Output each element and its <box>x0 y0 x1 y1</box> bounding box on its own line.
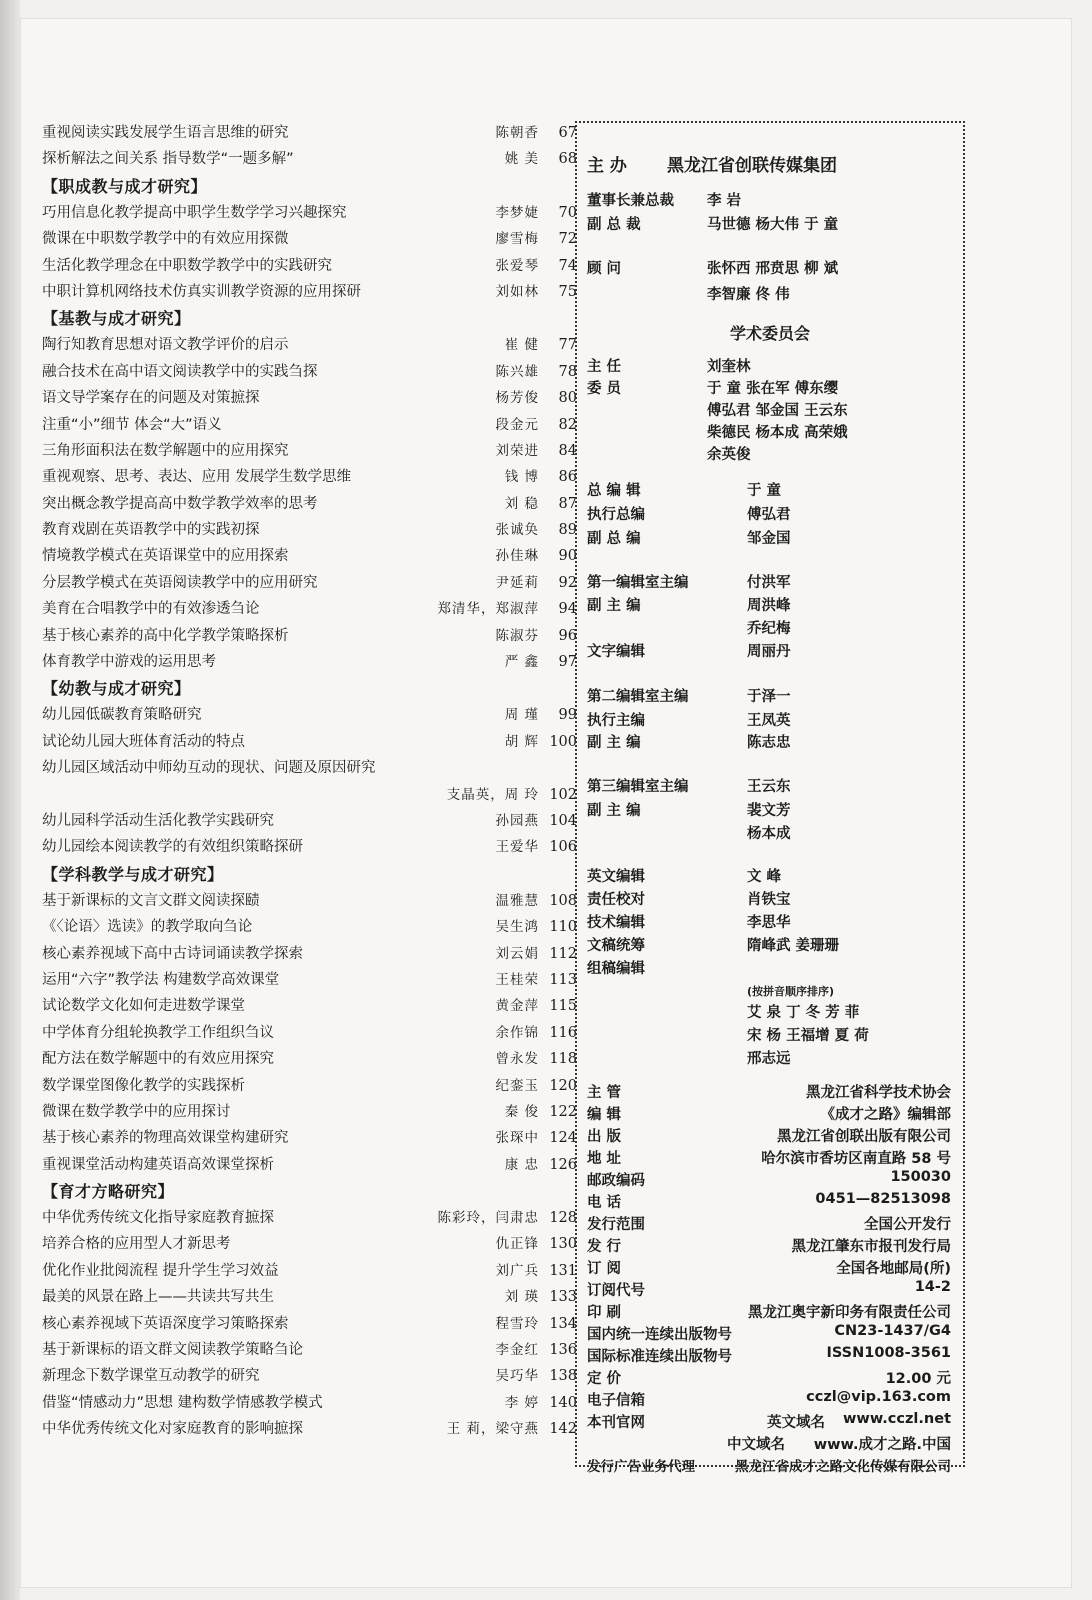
article-author: 陈淑芬 <box>495 627 539 644</box>
members-line-1: 于 童 张在军 傅东缨 <box>707 381 839 397</box>
article-title: 分层教学模式在英语阅读教学中的应用研究 <box>42 574 318 591</box>
article-author: 康 忠 <box>504 1156 539 1173</box>
page-number: 100 <box>549 733 577 750</box>
toc-entry <box>42 1046 577 1072</box>
article-author: 尹延莉 <box>495 574 539 591</box>
room3-deputy-label: 副 主 编 <box>587 803 641 819</box>
advisor-label: 顾 问 <box>587 261 622 277</box>
subscription-label: 订 阅 <box>587 1261 622 1277</box>
toc-entry <box>42 729 577 755</box>
article-title: 《〈论语〉选读》的教学取向刍论 <box>42 919 253 936</box>
toc-entry <box>42 808 577 834</box>
scope-label: 发行范围 <box>587 1217 645 1233</box>
page-number: 116 <box>549 1024 577 1041</box>
article-author: 孙园燕 <box>495 812 539 829</box>
article-author: 刘如林 <box>495 283 539 300</box>
page-number: 87 <box>558 495 577 512</box>
article-title: 核心素养视域下英语深度学习策略探索 <box>42 1315 289 1332</box>
masthead-box <box>575 121 965 1475</box>
article-author: 张琛中 <box>495 1130 539 1147</box>
article-author: 纪銮玉 <box>495 1077 539 1094</box>
section-heading: 【学科教学与成才研究】 <box>42 864 224 884</box>
article-author: 郑清华，郑淑萍 <box>437 601 539 618</box>
toc-entry <box>42 967 577 993</box>
article-title: 注重“小”细节 体会“大”语义 <box>42 416 222 433</box>
postcode: 150030 <box>890 1169 951 1185</box>
article-author: 李梦婕 <box>495 204 539 221</box>
article-author: 张诚奂 <box>495 522 539 539</box>
scope: 全国公开发行 <box>864 1217 951 1233</box>
website-cn: www.成才之路.中国 <box>813 1437 951 1453</box>
toc-entry <box>42 385 577 411</box>
article-author: 胡 辉 <box>504 733 539 750</box>
toc-entry <box>42 464 577 490</box>
toc-entry <box>42 570 577 596</box>
article-author: 程雪玲 <box>495 1315 539 1332</box>
article-title: 最美的风景在路上——共读共写共生 <box>42 1289 274 1306</box>
cn-label: 国内统一连续出版物号 <box>587 1327 732 1343</box>
article-title: 教育戏剧在英语教学中的实践初探 <box>42 522 260 539</box>
cn-number: CN23-1437/G4 <box>834 1323 951 1339</box>
room2-exec-label: 执行主编 <box>587 713 645 729</box>
article-author: 刘荣进 <box>495 442 539 459</box>
article-title: 生活化教学理念在中职数学教学中的实践研究 <box>42 257 332 274</box>
toc-entry <box>42 914 577 940</box>
phone: 0451—82513098 <box>815 1191 951 1207</box>
page-number: 113 <box>549 971 577 988</box>
tech-editor: 李思华 <box>747 915 791 931</box>
article-title: 试论数学文化如何走进数学课堂 <box>42 998 245 1015</box>
sub-code: 14-2 <box>914 1279 951 1295</box>
article-title: 重视观察、思考、表达、应用 发展学生数学思维 <box>42 469 352 486</box>
article-author: 王桂荣 <box>495 971 539 988</box>
toc-entry <box>42 1416 577 1442</box>
page-number: 136 <box>549 1342 577 1359</box>
room2-exec: 王凤英 <box>747 713 791 729</box>
article-author: 段金元 <box>495 416 539 433</box>
article-author: 吴生鸿 <box>495 919 539 936</box>
page-number: 120 <box>549 1077 577 1094</box>
phone-label: 电 话 <box>587 1195 622 1211</box>
article-author: 刘广兵 <box>495 1262 539 1279</box>
page-number: 118 <box>549 1051 577 1068</box>
english-editor: 文 峰 <box>747 869 782 885</box>
toc-entry <box>42 1073 577 1099</box>
page-number: 140 <box>549 1394 577 1411</box>
toc-entry <box>42 253 577 279</box>
article-title: 新理念下数学课堂互动教学的研究 <box>42 1368 260 1385</box>
editing-label: 编 辑 <box>587 1107 622 1123</box>
article-title: 美育在合唱教学中的有效渗透刍论 <box>42 601 260 618</box>
page-number: 89 <box>558 522 577 539</box>
article-title: 陶行知教育思想对语文教学评价的启示 <box>42 337 289 354</box>
article-title: 重视课堂活动构建英语高效课堂探析 <box>42 1156 274 1173</box>
page-number: 134 <box>549 1315 577 1332</box>
toc-entry <box>42 359 577 385</box>
page-number: 77 <box>558 337 577 354</box>
distribution: 黑龙江肇东市报刊发行局 <box>791 1239 951 1255</box>
page-number: 72 <box>558 231 577 248</box>
address-label: 地 址 <box>587 1151 622 1167</box>
subscription: 全国各地邮局(所) <box>836 1261 951 1277</box>
room1-deputy-1: 周洪峰 <box>747 598 791 614</box>
toc-entry <box>42 543 577 569</box>
editor-in-chief: 于 童 <box>747 483 782 499</box>
article-title: 微课在数学教学中的应用探讨 <box>42 1103 231 1120</box>
article-title: 中华优秀传统文化对家庭教育的影响摭探 <box>42 1421 303 1438</box>
toc-entry <box>42 1231 577 1257</box>
email-label: 电子信箱 <box>587 1393 645 1409</box>
distribution-label: 发 行 <box>587 1239 622 1255</box>
toc-entry <box>42 412 577 438</box>
article-author: 周 瑾 <box>504 707 539 724</box>
printing: 黑龙江奥宇新印务有限责任公司 <box>748 1305 951 1321</box>
address: 哈尔滨市香坊区南直路 58 号 <box>761 1151 951 1167</box>
page-number: 70 <box>558 204 577 221</box>
toc-entry <box>42 755 577 781</box>
article-author: 刘云娟 <box>495 945 539 962</box>
article-author: 陈朝香 <box>495 125 539 141</box>
toc-entry <box>42 517 577 543</box>
article-author: 杨芳俊 <box>495 390 539 407</box>
text-editor-label: 文字编辑 <box>587 644 645 660</box>
proofread: 肖铁宝 <box>747 892 791 908</box>
article-author: 王 莉，梁守燕 <box>446 1421 539 1438</box>
price-label: 定 价 <box>587 1371 622 1387</box>
pinyin-note: (按拼音顺序排序) <box>747 985 835 998</box>
page-edge-shadow <box>0 0 20 1600</box>
article-title: 融合技术在高中语文阅读教学中的实践刍探 <box>42 363 318 380</box>
article-title: 基于核心素养的高中化学教学策略探析 <box>42 627 289 644</box>
advisor-line-1: 张怀西 邢贲思 柳 斌 <box>707 261 839 277</box>
article-author: 钱 博 <box>504 469 539 486</box>
article-title: 运用“六字”教学法 构建数学高效课堂 <box>42 971 280 988</box>
article-title: 突出概念教学提高高中数学教学效率的思考 <box>42 495 318 512</box>
article-author: 温雅慧 <box>495 892 539 909</box>
article-author: 余作锦 <box>495 1024 539 1041</box>
vp-label: 副 总 裁 <box>587 217 641 233</box>
section-heading: 【幼教与成才研究】 <box>42 679 191 699</box>
page-number: 82 <box>558 416 577 433</box>
page-number: 102 <box>549 786 577 803</box>
page-number: 126 <box>549 1156 577 1173</box>
article-title: 情境教学模式在英语课堂中的应用探索 <box>42 548 289 565</box>
toc-entry <box>42 1311 577 1337</box>
section-heading: 【职成教与成才研究】 <box>42 176 208 196</box>
article-author: 秦 俊 <box>504 1103 539 1120</box>
committee-title: 学术委员会 <box>729 324 810 343</box>
page-number: 124 <box>549 1130 577 1147</box>
members-line-4: 余英俊 <box>707 447 751 463</box>
page-number: 99 <box>558 707 577 724</box>
page-number: 96 <box>558 627 577 644</box>
planning-label: 文稿统筹 <box>587 938 645 954</box>
text-editor: 周丽丹 <box>747 644 791 660</box>
article-title: 核心素养视域下高中古诗词诵读教学探索 <box>42 945 303 962</box>
article-title: 重视阅读实践发展学生语言思维的研究 <box>42 125 289 141</box>
supervisor: 黑龙江省科学技术协会 <box>806 1085 951 1101</box>
page-number: 106 <box>549 839 577 856</box>
article-author: 崔 健 <box>504 337 539 354</box>
page-number: 133 <box>549 1289 577 1306</box>
article-author: 严 鑫 <box>504 654 539 671</box>
group-editor-line-2: 宋 杨 王福增 夏 荷 <box>747 1028 869 1044</box>
toc-entry <box>42 200 577 226</box>
page-number: 122 <box>549 1103 577 1120</box>
toc-entry <box>42 1337 577 1363</box>
page-number: 92 <box>558 574 577 591</box>
director-label: 主 任 <box>587 359 622 375</box>
article-author: 吴巧华 <box>495 1368 539 1385</box>
article-title: 语文导学案存在的问题及对策摭探 <box>42 390 260 407</box>
exec-editor: 傅弘君 <box>747 507 791 523</box>
page-number: 130 <box>549 1236 577 1253</box>
english-editor-label: 英文编辑 <box>587 869 645 885</box>
members-line-3: 柴德民 杨本成 高荣娥 <box>707 425 848 441</box>
toc-entry <box>42 438 577 464</box>
room1-deputy-2: 乔纪梅 <box>747 621 791 637</box>
issn-label: 国际标准连续出版物号 <box>587 1349 732 1365</box>
article-title: 幼儿园绘本阅读教学的有效组织策略探研 <box>42 839 303 856</box>
chairman: 李 岩 <box>707 193 742 209</box>
room3-label: 第三编辑室主编 <box>587 779 689 795</box>
article-author: 孙佳琳 <box>495 548 539 565</box>
director: 刘奎林 <box>707 359 751 375</box>
website-en: www.cczl.net <box>843 1411 951 1427</box>
article-author: 陈彩玲，闫肃忠 <box>437 1210 539 1227</box>
vp: 马世德 杨大伟 于 童 <box>707 217 839 233</box>
article-title: 探析解法之间关系 指导数学“一题多解” <box>42 151 294 168</box>
page-number: 115 <box>549 998 577 1015</box>
room3-editor: 王云东 <box>747 779 791 795</box>
toc-entry <box>42 1099 577 1125</box>
toc-entry <box>42 226 577 252</box>
toc-entry <box>42 1258 577 1284</box>
article-title: 基于新课标的文言文群文阅读探赜 <box>42 892 260 909</box>
article-author: 廖雪梅 <box>495 231 539 248</box>
article-author: 刘 稳 <box>504 495 539 512</box>
article-title: 幼儿园区域活动中师幼互动的现状、问题及原因研究 <box>42 760 376 777</box>
toc-entry <box>42 332 577 358</box>
deputy-editor: 邹金国 <box>747 531 791 547</box>
page-number: 110 <box>549 919 577 936</box>
sub-code-label: 订阅代号 <box>587 1283 645 1299</box>
postcode-label: 邮政编码 <box>587 1173 645 1189</box>
section-heading: 【基教与成才研究】 <box>42 309 191 329</box>
article-author: 姚 美 <box>504 151 539 168</box>
article-title: 试论幼儿园大班体育活动的特点 <box>42 733 245 750</box>
toc-entry <box>42 993 577 1019</box>
toc-entry <box>42 1390 577 1416</box>
toc-entry <box>42 146 577 172</box>
editor-in-chief-label: 总 编 辑 <box>587 483 641 499</box>
price: 12.00 元 <box>885 1371 951 1387</box>
toc-entry <box>42 888 577 914</box>
toc-entry <box>42 1363 577 1389</box>
article-title: 幼儿园低碳教育策略研究 <box>42 707 202 724</box>
article-title: 幼儿园科学活动生活化教学实践研究 <box>42 812 274 829</box>
group-editor-line-3: 邢志远 <box>747 1051 791 1067</box>
article-title: 借鉴“情感动力”思想 建构数学情感教学模式 <box>42 1394 323 1411</box>
article-author: 王爱华 <box>495 839 539 856</box>
planning: 隋峰武 姜珊珊 <box>747 938 840 954</box>
room3-deputy-1: 裴文芳 <box>747 803 791 819</box>
article-title: 培养合格的应用型人才新思考 <box>42 1236 231 1253</box>
page-number: 67 <box>558 125 577 141</box>
members-label: 委 员 <box>587 381 622 397</box>
room2-editor: 于泽一 <box>747 689 791 705</box>
sponsor-label: 主 办 <box>587 156 627 176</box>
article-author: 张爱琴 <box>495 257 539 274</box>
article-title: 配方法在数学解题中的有效应用探究 <box>42 1051 274 1068</box>
issn-number: ISSN1008-3561 <box>826 1345 951 1361</box>
page-number: 112 <box>549 945 577 962</box>
toc-entry <box>42 834 577 860</box>
article-author: 李金红 <box>495 1342 539 1359</box>
exec-editor-label: 执行总编 <box>587 507 645 523</box>
toc-entry <box>42 120 577 146</box>
room1-editor: 付洪军 <box>747 575 791 591</box>
toc-entry <box>42 623 577 649</box>
page-number: 84 <box>558 442 577 459</box>
article-title: 中学体育分组轮换教学工作组织刍议 <box>42 1024 274 1041</box>
article-title: 中华优秀传统文化指导家庭教育摭探 <box>42 1210 274 1227</box>
article-author: 李 婷 <box>504 1394 539 1411</box>
advisor-line-2: 李智廉 佟 伟 <box>707 287 790 303</box>
email: cczl@vip.163.com <box>806 1389 951 1405</box>
page-number: 75 <box>558 283 577 300</box>
article-title: 基于新课标的语文群文阅读教学策略刍论 <box>42 1342 303 1359</box>
page-number: 108 <box>549 892 577 909</box>
toc-entry <box>42 1205 577 1231</box>
group-editor-label: 组稿编辑 <box>587 961 645 977</box>
article-title: 三角形面积法在数学解题中的应用探究 <box>42 442 289 459</box>
room2-deputy-label: 副 主 编 <box>587 735 641 751</box>
group-editor-line-1: 艾 泉 丁 冬 芳 菲 <box>747 1005 860 1021</box>
page-number: 86 <box>558 469 577 486</box>
room2-deputy: 陈志忠 <box>747 735 791 751</box>
page-number: 90 <box>558 548 577 565</box>
toc-entry <box>42 1284 577 1310</box>
page-number: 68 <box>558 151 577 168</box>
page-number: 142 <box>549 1421 577 1438</box>
section-heading: 【育才方略研究】 <box>42 1182 175 1202</box>
website-label: 本刊官网 <box>587 1415 645 1431</box>
website-en-label: 英文域名 <box>767 1415 825 1431</box>
table-of-contents <box>42 120 577 1443</box>
tech-editor-label: 技术编辑 <box>587 915 645 931</box>
editing: 《成才之路》编辑部 <box>820 1107 951 1123</box>
chairman-label: 董事长兼总裁 <box>587 193 674 209</box>
publisher: 黑龙江省创联出版有限公司 <box>777 1129 951 1145</box>
printing-label: 印 刷 <box>587 1305 622 1321</box>
page-number: 78 <box>558 363 577 380</box>
article-title: 中职计算机网络技术仿真实训教学资源的应用探研 <box>42 283 361 300</box>
article-author: 仇正锋 <box>495 1236 539 1253</box>
article-author: 陈兴雄 <box>495 363 539 380</box>
page-number: 104 <box>549 812 577 829</box>
article-title: 数学课堂图像化教学的实践探析 <box>42 1077 245 1094</box>
page-number: 128 <box>549 1210 577 1227</box>
toc-entry <box>42 1152 577 1178</box>
page-number: 94 <box>558 601 577 618</box>
article-title: 体育教学中游戏的运用思考 <box>42 654 216 671</box>
deputy-editor-label: 副 总 编 <box>587 531 641 547</box>
toc-entry <box>42 649 577 675</box>
members-line-2: 傅弘君 邹金国 王云东 <box>707 403 848 419</box>
toc-entry <box>42 596 577 622</box>
ad-agent: 黑龙江省成才之路文化传媒有限公司 <box>735 1459 951 1475</box>
toc-entry <box>42 491 577 517</box>
page-number: 97 <box>558 654 577 671</box>
toc-entry <box>42 782 577 808</box>
article-author: 支晶英，周 玲 <box>446 786 539 803</box>
page-number: 80 <box>558 390 577 407</box>
page-number: 74 <box>558 257 577 274</box>
article-title: 基于核心素养的物理高效课堂构建研究 <box>42 1130 289 1147</box>
article-author: 曾永发 <box>495 1051 539 1068</box>
article-title: 优化作业批阅流程 提升学生学习效益 <box>42 1262 279 1279</box>
toc-entry <box>42 1020 577 1046</box>
publisher-label: 出 版 <box>587 1129 622 1145</box>
room3-deputy-2: 杨本成 <box>747 826 791 842</box>
room2-label: 第二编辑室主编 <box>587 689 689 705</box>
sponsor: 黑龙江省创联传媒集团 <box>667 156 837 176</box>
ad-label: 发行广告业务代理 <box>587 1459 695 1475</box>
page-number: 138 <box>549 1368 577 1385</box>
article-title: 巧用信息化教学提高中职学生数学学习兴趣探究 <box>42 204 347 221</box>
toc-entry <box>42 941 577 967</box>
article-title: 微课在中职数学教学中的有效应用探微 <box>42 231 289 248</box>
room1-deputy-label: 副 主 编 <box>587 598 641 614</box>
room1-label: 第一编辑室主编 <box>587 575 689 591</box>
toc-entry <box>42 702 577 728</box>
supervisor-label: 主 管 <box>587 1085 622 1101</box>
toc-entry <box>42 279 577 305</box>
article-author: 刘 瑛 <box>504 1289 539 1306</box>
page-number: 131 <box>549 1262 577 1279</box>
article-author: 黄金萍 <box>495 998 539 1015</box>
toc-entry <box>42 1125 577 1151</box>
proofread-label: 责任校对 <box>587 892 645 908</box>
website-cn-label: 中文域名 <box>727 1437 785 1453</box>
